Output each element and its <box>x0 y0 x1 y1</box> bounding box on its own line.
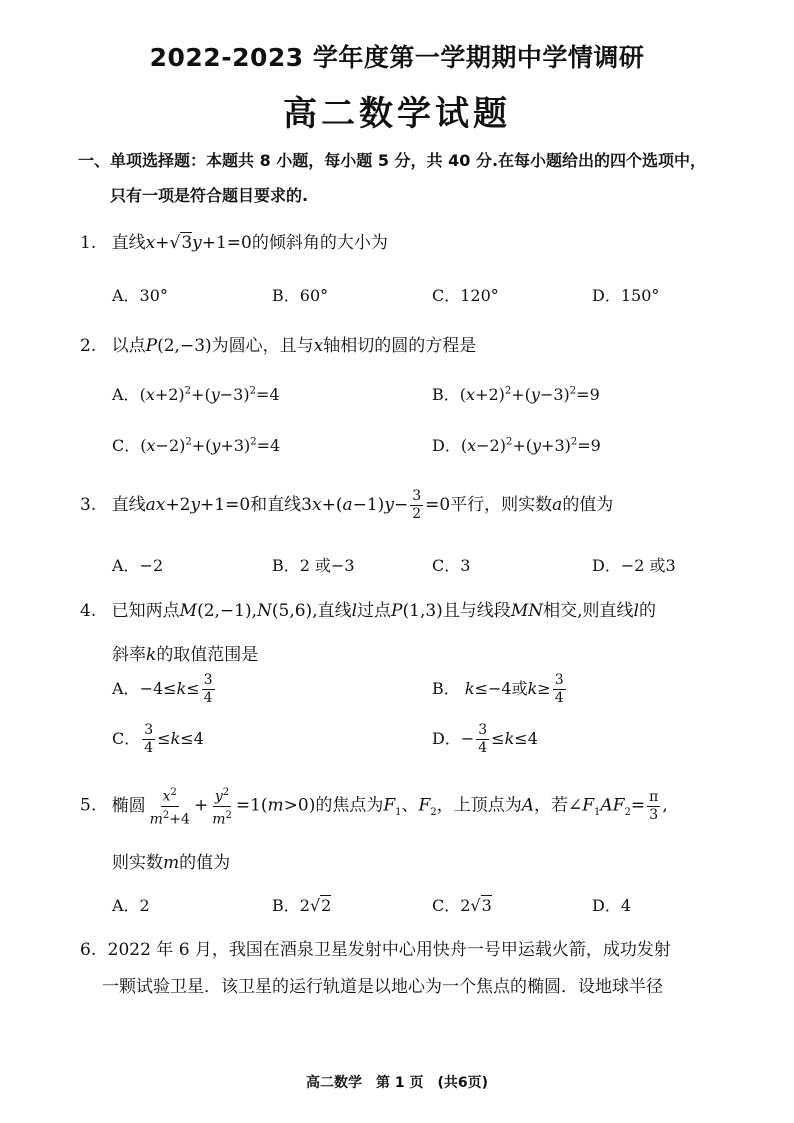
exam-subtitle: 高二数学试题 <box>283 94 511 134</box>
option-d: D．150° <box>592 286 660 305</box>
option-d: D．4 <box>592 896 632 915</box>
option-b: B．2 或−3 <box>272 556 355 575</box>
question-text: 已知两点 <box>111 601 180 621</box>
question-number: 3. <box>80 495 97 515</box>
question-text: 直线 <box>111 233 146 253</box>
question-text: 轴相切的圆的方程是 <box>323 336 477 356</box>
question-number: 5. <box>80 795 97 816</box>
question-text: 和直线 <box>250 495 302 515</box>
option-a: A．30° <box>112 286 168 305</box>
question-6-cont: 一颗试验卫星．该卫星的运行轨道是以地心为一个焦点的椭圆．设地球半径 <box>102 977 663 997</box>
question-number: 2. <box>80 336 97 356</box>
option-b: B．$(x+2)^2+(y-3)^2=9$ <box>432 385 600 404</box>
option-c: C．$(x-2)^2+(y+3)^2=4$ <box>112 436 281 455</box>
question-number: 6. <box>80 940 97 960</box>
option-c: C．3 <box>432 556 471 575</box>
question-5-cont: 则实数m的值为 <box>112 853 231 873</box>
section-heading: 一、单项选择题：本题共 8 小题，每小题 5 分，共 40 分.在每小题给出的四个选项中， <box>78 151 707 170</box>
option-d: D．$(x-2)^2+(y+3)^2=9$ <box>432 436 601 455</box>
question-text: 直线 <box>111 495 146 515</box>
option-b: B．2√2 <box>272 896 332 915</box>
page-footer: 高二数学 第 1 页 (共6页) <box>305 1075 489 1091</box>
option-b: B． k≤−4或k≥ $\frac{3}{4}$ <box>432 672 564 706</box>
question-number: 1. <box>80 233 97 253</box>
option-a: A．−4≤k≤ $\frac{3}{4}$ <box>112 672 213 706</box>
question-text: 的值为 <box>562 495 614 515</box>
question-2: 2. 以点P(2,−3)为圆心，且与x轴相切的圆的方程是 <box>80 336 477 356</box>
question-text: 为圆心，且与 <box>211 336 314 356</box>
option-d: D．−2 或3 <box>592 556 676 575</box>
question-5: 5. 椭圆 $\frac{x^2}{m^2+4}$ + $\frac{y^2}{m^2}$ =1(m>0)的焦点为$F_1$、$F_2$，上顶点为A，若$\angle F_1AF_2=$ $\frac{\pi}{3}$ , <box>80 784 668 828</box>
question-6: 6. 2022 年 6 月，我国在酒泉卫星发射中心用快舟一号甲运载火箭，成功发射 <box>80 940 671 960</box>
question-text: 以点 <box>111 336 146 356</box>
question-4-cont: 斜率k的取值范围是 <box>112 645 259 665</box>
exam-title: 2022-2023 学年度第一学期期中学情调研 <box>149 43 645 72</box>
option-a: A．$(x+2)^2+(y-3)^2=4$ <box>112 385 280 404</box>
option-c: C．2√3 <box>432 896 492 915</box>
option-d: D．− $\frac{3}{4}$ ≤k≤4 <box>432 722 538 756</box>
question-text: 平行，则实数 <box>450 495 553 515</box>
question-text: 的倾斜角的大小为 <box>251 233 388 253</box>
question-1: 1. 直线x+√3y+1=0的倾斜角的大小为 <box>80 233 388 253</box>
option-b: B．60° <box>272 286 329 305</box>
option-c: C．120° <box>432 286 499 305</box>
question-number: 4. <box>80 601 97 621</box>
question-4: 4. 已知两点M(2,−1),N(5,6),直线l过点P(1,3)且与线段MN相交,则直线l的 <box>80 601 656 621</box>
option-a: A．2 <box>112 896 150 915</box>
question-3: 3. 直线ax+2y+1=0和直线3x+(a−1)y− $\frac{3}{2}$ =0平行，则实数a的值为 <box>80 488 614 522</box>
section-heading-cont: 只有一项是符合题目要求的. <box>110 186 309 205</box>
option-c: C． $\frac{3}{4}$ ≤k≤4 <box>112 722 204 756</box>
option-a: A．−2 <box>112 556 164 575</box>
